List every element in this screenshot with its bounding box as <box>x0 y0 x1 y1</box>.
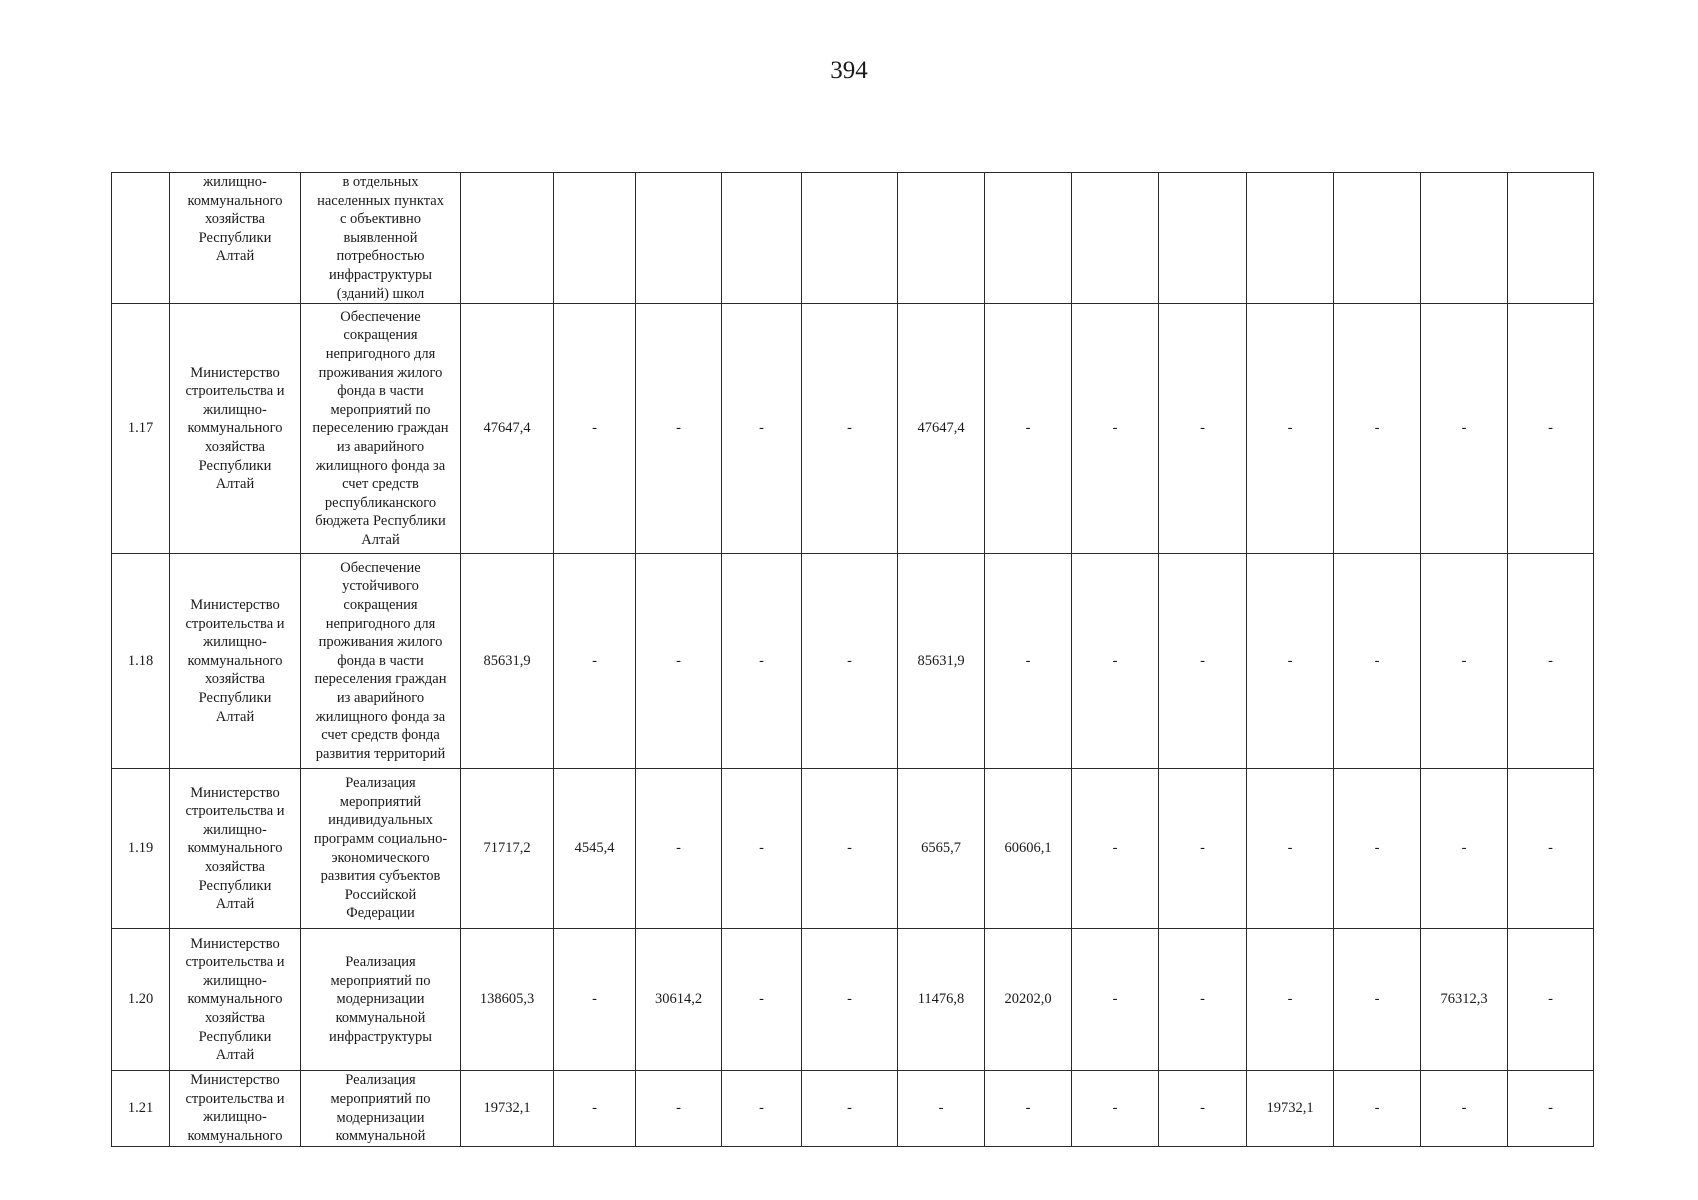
amount-cell: - <box>1072 304 1159 554</box>
amount-cell: - <box>985 1071 1072 1147</box>
amount-cell: - <box>1421 1071 1508 1147</box>
amount-cell: 20202,0 <box>985 929 1072 1071</box>
amount-cell: - <box>985 554 1072 769</box>
amount-cell <box>461 173 554 304</box>
amount-cell: 6565,7 <box>898 769 985 929</box>
amount-cell: - <box>1159 1071 1247 1147</box>
amount-cell: 30614,2 <box>636 929 722 1071</box>
row-number-cell: 1.20 <box>112 929 170 1071</box>
amount-cell: - <box>554 304 636 554</box>
amount-cell: - <box>1072 929 1159 1071</box>
amount-cell: - <box>554 929 636 1071</box>
row-number-cell: 1.17 <box>112 304 170 554</box>
amount-cell: - <box>1334 304 1421 554</box>
amount-cell: - <box>1508 769 1594 929</box>
amount-cell: - <box>802 554 898 769</box>
measure-description-cell: Реализация мероприятий по модернизации коммунальной инфраструктуры <box>301 929 461 1071</box>
row-number-cell: 1.18 <box>112 554 170 769</box>
amount-cell <box>898 173 985 304</box>
amount-cell: - <box>1159 554 1247 769</box>
amount-cell: - <box>802 1071 898 1147</box>
amount-cell: 85631,9 <box>898 554 985 769</box>
amount-cell: 138605,3 <box>461 929 554 1071</box>
page-number: 394 <box>830 57 868 84</box>
row-number-cell <box>112 173 170 304</box>
amount-cell: 47647,4 <box>898 304 985 554</box>
amount-cell: - <box>1421 554 1508 769</box>
amount-cell: - <box>1334 554 1421 769</box>
amount-cell: - <box>1159 304 1247 554</box>
amount-cell: 71717,2 <box>461 769 554 929</box>
amount-cell: 85631,9 <box>461 554 554 769</box>
amount-cell <box>802 173 898 304</box>
amount-cell: - <box>722 304 802 554</box>
table-row <box>112 929 1594 1071</box>
amount-cell: - <box>1508 1071 1594 1147</box>
amount-cell: 47647,4 <box>461 304 554 554</box>
amount-cell: - <box>722 554 802 769</box>
executor-cell: Министерство строительства и жилищно- коммунального <box>170 1071 301 1147</box>
table-row <box>112 304 1594 554</box>
amount-cell: - <box>1508 304 1594 554</box>
amount-cell: - <box>1508 929 1594 1071</box>
amount-cell: 4545,4 <box>554 769 636 929</box>
amount-cell: - <box>1247 929 1334 1071</box>
executor-cell: Министерство строительства и жилищно- коммунального хозяйства Республики Алтай <box>170 304 301 554</box>
row-number-cell: 1.21 <box>112 1071 170 1147</box>
amount-cell: - <box>1159 929 1247 1071</box>
amount-cell: - <box>1334 769 1421 929</box>
amount-cell: 11476,8 <box>898 929 985 1071</box>
amount-cell <box>1072 173 1159 304</box>
amount-cell: - <box>985 304 1072 554</box>
measure-description-cell: Реализация мероприятий индивидуальных программ социально- экономического развития субъектов Российской Федерации <box>301 769 461 929</box>
executor-cell: Министерство строительства и жилищно- коммунального хозяйства Республики Алтай <box>170 554 301 769</box>
amount-cell: - <box>722 929 802 1071</box>
amount-cell: - <box>636 554 722 769</box>
amount-cell: 60606,1 <box>985 769 1072 929</box>
table-row <box>112 173 1594 304</box>
amount-cell: - <box>1247 769 1334 929</box>
amount-cell <box>554 173 636 304</box>
measure-description-cell: в отдельных населенных пунктах с объективно выявленной потребностью инфраструктуры (зданий) школ <box>301 173 461 304</box>
amount-cell: - <box>1247 304 1334 554</box>
amount-cell <box>1421 173 1508 304</box>
amount-cell: - <box>1421 769 1508 929</box>
amount-cell: - <box>1334 1071 1421 1147</box>
measure-description-cell: Обеспечение устойчивого сокращения непригодного для проживания жилого фонда в части переселения граждан из аварийного жилищного фонда за счет средств фонда развития территорий <box>301 554 461 769</box>
amount-cell: - <box>1334 929 1421 1071</box>
table-row <box>112 769 1594 929</box>
amount-cell <box>722 173 802 304</box>
amount-cell: - <box>1072 554 1159 769</box>
amount-cell: - <box>1421 304 1508 554</box>
amount-cell: - <box>636 304 722 554</box>
amount-cell: - <box>1072 1071 1159 1147</box>
amount-cell: - <box>1247 554 1334 769</box>
amount-cell: - <box>802 304 898 554</box>
budget-table <box>111 172 1594 1147</box>
amount-cell: - <box>636 1071 722 1147</box>
amount-cell <box>1334 173 1421 304</box>
amount-cell: - <box>1508 554 1594 769</box>
amount-cell <box>1508 173 1594 304</box>
executor-cell: Министерство строительства и жилищно- коммунального хозяйства Республики Алтай <box>170 769 301 929</box>
executor-cell: Министерство строительства и жилищно- коммунального хозяйства Республики Алтай <box>170 929 301 1071</box>
amount-cell: - <box>636 769 722 929</box>
amount-cell <box>1247 173 1334 304</box>
amount-cell: 76312,3 <box>1421 929 1508 1071</box>
amount-cell: 19732,1 <box>1247 1071 1334 1147</box>
amount-cell <box>636 173 722 304</box>
executor-cell: жилищно- коммунального хозяйства Республики Алтай <box>170 173 301 304</box>
amount-cell: - <box>802 769 898 929</box>
measure-description-cell: Обеспечение сокращения непригодного для проживания жилого фонда в части мероприятий по переселению граждан из аварийного жилищного фонда за счет средств республиканского бюджета Республики Алтай <box>301 304 461 554</box>
amount-cell: - <box>554 554 636 769</box>
row-number-cell: 1.19 <box>112 769 170 929</box>
table-row <box>112 554 1594 769</box>
amount-cell <box>985 173 1072 304</box>
amount-cell: 19732,1 <box>461 1071 554 1147</box>
amount-cell: - <box>722 769 802 929</box>
amount-cell: - <box>1072 769 1159 929</box>
amount-cell: - <box>722 1071 802 1147</box>
measure-description-cell: Реализация мероприятий по модернизации коммунальной <box>301 1071 461 1147</box>
amount-cell <box>1159 173 1247 304</box>
amount-cell: - <box>1159 769 1247 929</box>
amount-cell: - <box>554 1071 636 1147</box>
amount-cell: - <box>802 929 898 1071</box>
table-row <box>112 1071 1594 1147</box>
amount-cell: - <box>898 1071 985 1147</box>
